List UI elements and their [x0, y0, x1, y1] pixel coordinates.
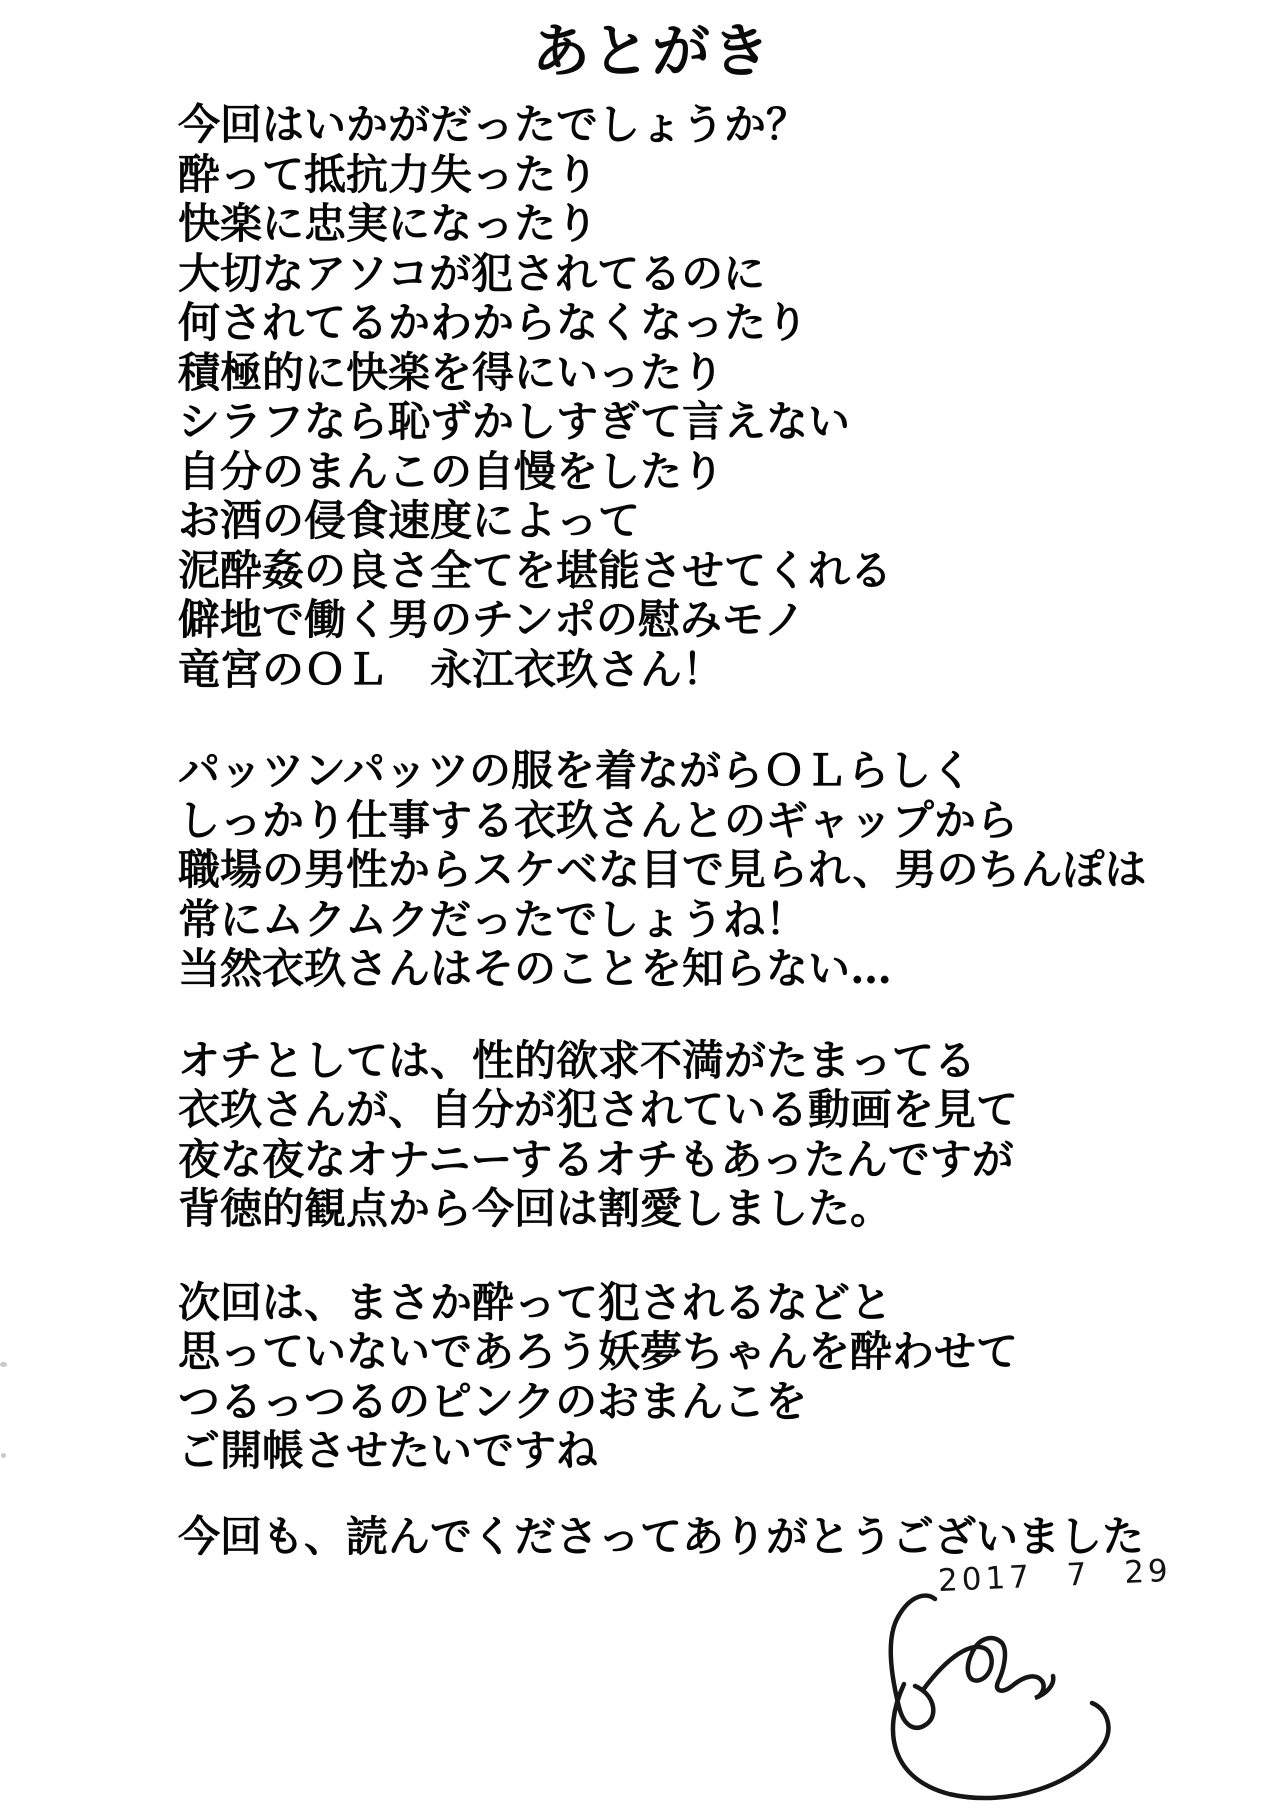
text-line: 背徳的観点から今回は割愛しました。: [178, 1184, 893, 1233]
afterword-body: [178, 100, 1198, 1561]
text-line: 大切なアソコが犯されてるのに: [178, 248, 766, 298]
text-line: 何されてるかわからなくなったり: [178, 298, 809, 347]
artist-signature: [853, 1593, 1121, 1805]
text-line: オチとしては、性的欲求不満がたまってる: [178, 1035, 977, 1085]
text-line: ご開帳させたいですね: [178, 1426, 599, 1475]
text-line: シラフなら恥ずかしすぎて言えない: [178, 397, 851, 446]
page-title: あとがき: [531, 17, 772, 85]
text-line: 泥酔姦の良さ全てを堪能させてくれる: [178, 545, 893, 595]
paragraph-5: [178, 1512, 1198, 1562]
text-line: お酒の侵食速度によって: [178, 496, 641, 545]
paragraph-4: [178, 1278, 1198, 1476]
scan-speck: [0, 1362, 7, 1367]
text-line: 思っていないであろう妖夢ちゃんを酔わせて: [178, 1327, 1019, 1376]
text-line: つるっつるのピンクのおまんこを: [178, 1376, 808, 1426]
text-line: パッツンパッツの服を着ながらＯＬらしく: [178, 746, 974, 795]
text-line: 職場の男性からスケベな目で見られ、男のちんぽは: [178, 845, 1147, 894]
paragraph-3: [178, 1036, 1198, 1234]
text-line: 常にムクムクだったでしょうね！: [178, 894, 808, 944]
text-line: 竜宮のＯＬ 永江衣玖さん！: [178, 644, 725, 694]
text-line: 今回も、読んでくださってありがとうございました: [178, 1511, 1145, 1561]
text-line: 自分のまんこの自慢をしたり: [178, 446, 725, 496]
text-line: 今回はいかがだったでしょうか？: [178, 100, 809, 149]
scan-speck: [1, 1453, 6, 1458]
text-line: 衣玖さんが、自分が犯されている動画を見て: [178, 1085, 1019, 1134]
paragraph-2: [178, 746, 1198, 994]
text-line: 積極的に快楽を得にいったり: [178, 347, 725, 397]
text-line: しっかり仕事する衣玖さんとのギャップから: [178, 795, 1019, 845]
text-line: 酔って抵抗力失ったり: [178, 149, 599, 199]
handwritten-date: 2017 7 29: [937, 1552, 1173, 1600]
text-line: 次回は、まさか酔って犯されるなどと: [178, 1277, 893, 1327]
text-line: 僻地で働く男のチンポの慰みモノ: [178, 595, 806, 644]
text-line: 快楽に忠実になったり: [178, 199, 599, 248]
paragraph-1: [178, 100, 1198, 694]
text-line: 夜な夜なオナニーするオチもあったんですが: [178, 1134, 1014, 1184]
text-line: 当然衣玖さんはそのことを知らない…: [178, 944, 893, 993]
